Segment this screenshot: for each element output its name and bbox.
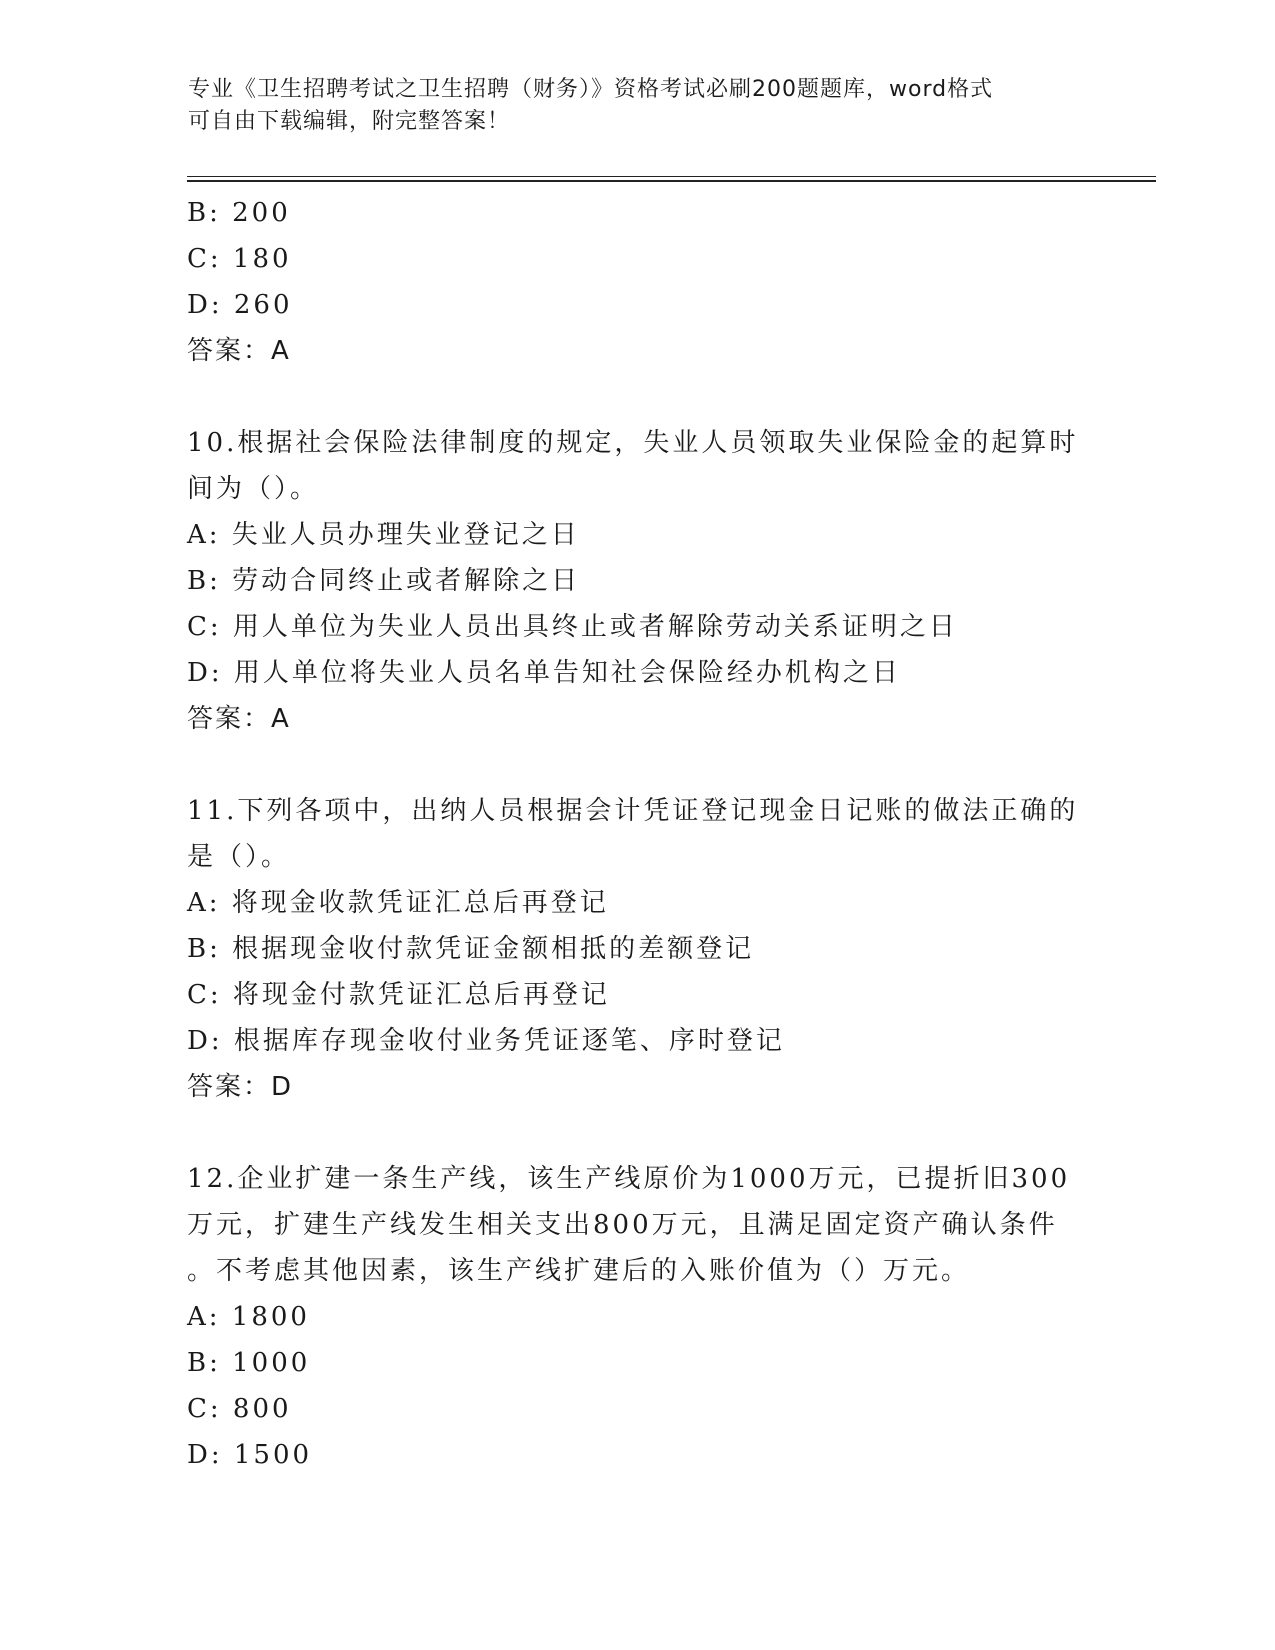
question-11-block [187, 788, 1087, 1110]
header-divider [187, 176, 1156, 182]
header-line-2: 可自由下载编辑，附完整答案！ [188, 109, 511, 134]
option-c: C: 180 [187, 244, 292, 274]
question-10-block [187, 420, 1087, 742]
option-d: D: 用人单位将失业人员名单告知社会保险经办机构之日 [187, 658, 901, 688]
spacer [187, 742, 1087, 788]
answer-line: 答案：A [187, 704, 291, 734]
option-c: C: 800 [187, 1394, 292, 1424]
divider-thin-line [187, 176, 1156, 177]
option-d: D: 根据库存现金收付业务凭证逐笔、序时登记 [187, 1026, 785, 1056]
option-a: A: 失业人员办理失业登记之日 [187, 520, 580, 550]
option-a: A: 将现金收款凭证汇总后再登记 [187, 888, 609, 918]
option-d: D: 260 [187, 290, 293, 320]
option-c: C: 将现金付款凭证汇总后再登记 [187, 980, 610, 1010]
question-10-text-line-2: 间为（）。 [187, 474, 320, 504]
spacer [187, 1110, 1087, 1156]
question-12-block [187, 1156, 1087, 1478]
option-b: B: 1000 [187, 1348, 311, 1378]
option-c: C: 用人单位为失业人员出具终止或者解除劳动关系证明之日 [187, 612, 958, 642]
prev-question-block [187, 190, 1087, 374]
option-a: A: 1800 [187, 1302, 310, 1332]
document-header [188, 74, 1078, 138]
answer-line: 答案：A [187, 336, 291, 366]
option-b: B: 根据现金收付款凭证金额相抵的差额登记 [187, 934, 755, 964]
question-11-text-line-2: 是（）。 [187, 842, 291, 872]
option-d: D: 1500 [187, 1440, 313, 1470]
question-11-text-line-1: 11.下列各项中，出纳人员根据会计凭证登记现金日记账的做法正确的 [187, 796, 1079, 826]
divider-thick-line [187, 180, 1156, 182]
answer-line: 答案：D [187, 1072, 294, 1102]
header-line-1: 专业《卫生招聘考试之卫生招聘（财务）》资格考试必刷200题题库，word格式 [188, 77, 994, 102]
spacer [187, 374, 1087, 420]
option-b: B: 200 [187, 198, 291, 228]
question-12-text-line-1: 12.企业扩建一条生产线，该生产线原价为1000万元，已提折旧300 [187, 1164, 1071, 1194]
question-12-text-line-2: 万元，扩建生产线发生相关支出800万元，且满足固定资产确认条件 [187, 1210, 1058, 1240]
question-10-text-line-1: 10.根据社会保险法律制度的规定，失业人员领取失业保险金的起算时 [187, 428, 1079, 458]
question-content [187, 190, 1087, 1478]
option-b: B: 劳动合同终止或者解除之日 [187, 566, 581, 596]
question-12-text-line-3: 。不考虑其他因素，该生产线扩建后的入账价值为（）万元。 [187, 1256, 971, 1286]
